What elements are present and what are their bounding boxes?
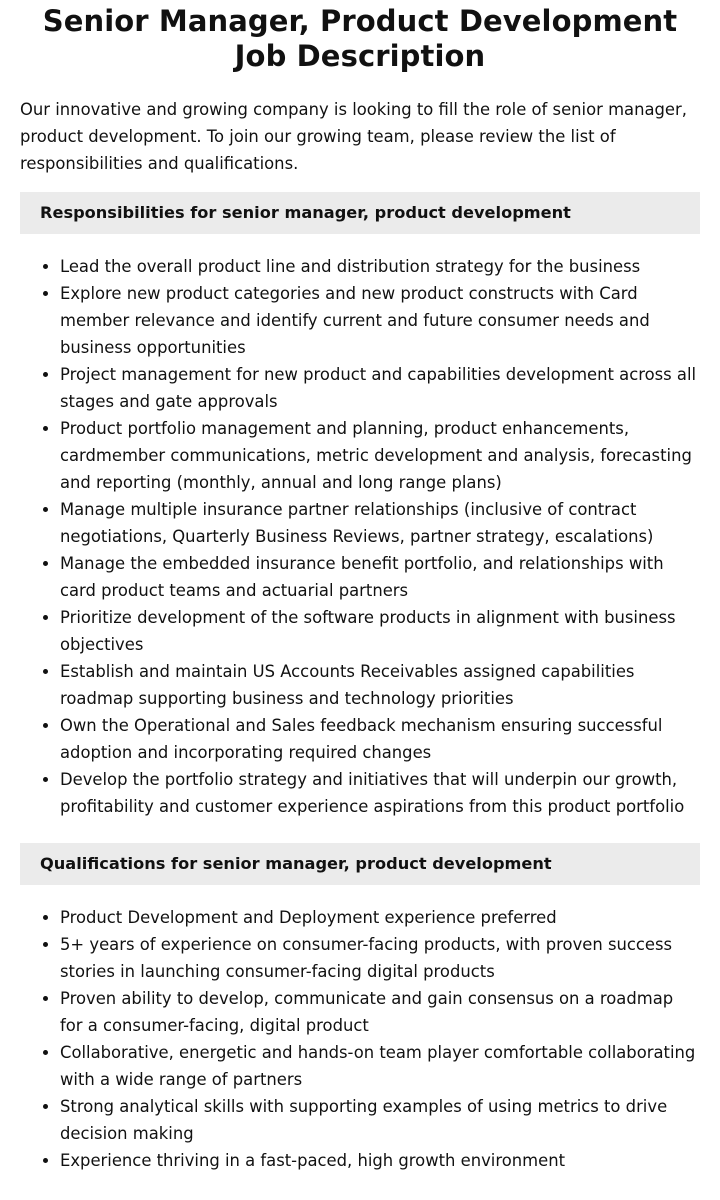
list-item: • Experience thriving in a fast-paced, high growth environment — [60, 1147, 700, 1174]
qualifications-list — [20, 904, 700, 1174]
intro-paragraph: Our innovative and growing company is looking to fill the role of senior manager, product development. To join our growing team, please review the list of responsibilities and qualifications. — [20, 100, 687, 173]
list-item: • Product Development and Deployment experience preferred — [60, 904, 700, 931]
list-item: • Develop the portfolio strategy and initiatives that will underpin our growth, profitability and customer experience aspirations from this product portfolio — [60, 766, 700, 820]
list-item: • 5+ years of experience on consumer-facing products, with proven success stories in launching consumer-facing digital products — [60, 931, 700, 985]
list-item: • Lead the overall product line and distribution strategy for the business — [60, 253, 700, 280]
list-item: • Own the Operational and Sales feedback mechanism ensuring successful adoption and incorporating required changes — [60, 712, 700, 766]
qualifications-heading: Qualifications for senior manager, product development — [20, 843, 700, 885]
list-item: • Establish and maintain US Accounts Receivables assigned capabilities roadmap supporting business and technology priorities — [60, 658, 700, 712]
list-item: • Prioritize development of the software products in alignment with business objectives — [60, 604, 700, 658]
page-title: Senior Manager, Product Development Job Description — [42, 4, 678, 73]
list-item: • Project management for new product and capabilities development across all stages and gate approvals — [60, 361, 700, 415]
list-item: • Collaborative, energetic and hands-on team player comfortable collaborating with a wide range of partners — [60, 1039, 700, 1093]
list-item: • Product portfolio management and planning, product enhancements, cardmember communications, metric development and analysis, forecasting and reporting (monthly, annual and long range plans) — [60, 415, 700, 496]
list-item: • Explore new product categories and new product constructs with Card member relevance and identify current and future consumer needs and business opportunities — [60, 280, 700, 361]
list-item: • Proven ability to develop, communicate and gain consensus on a roadmap for a consumer-facing, digital product — [60, 985, 700, 1039]
list-item: • Manage the embedded insurance benefit portfolio, and relationships with card product teams and actuarial partners — [60, 550, 700, 604]
list-item: • Strong analytical skills with supporting examples of using metrics to drive decision making — [60, 1093, 700, 1147]
responsibilities-list — [20, 253, 700, 820]
list-item: • Manage multiple insurance partner relationships (inclusive of contract negotiations, Quarterly Business Reviews, partner strategy, escalations) — [60, 496, 700, 550]
responsibilities-heading: Responsibilities for senior manager, product development — [20, 192, 700, 234]
